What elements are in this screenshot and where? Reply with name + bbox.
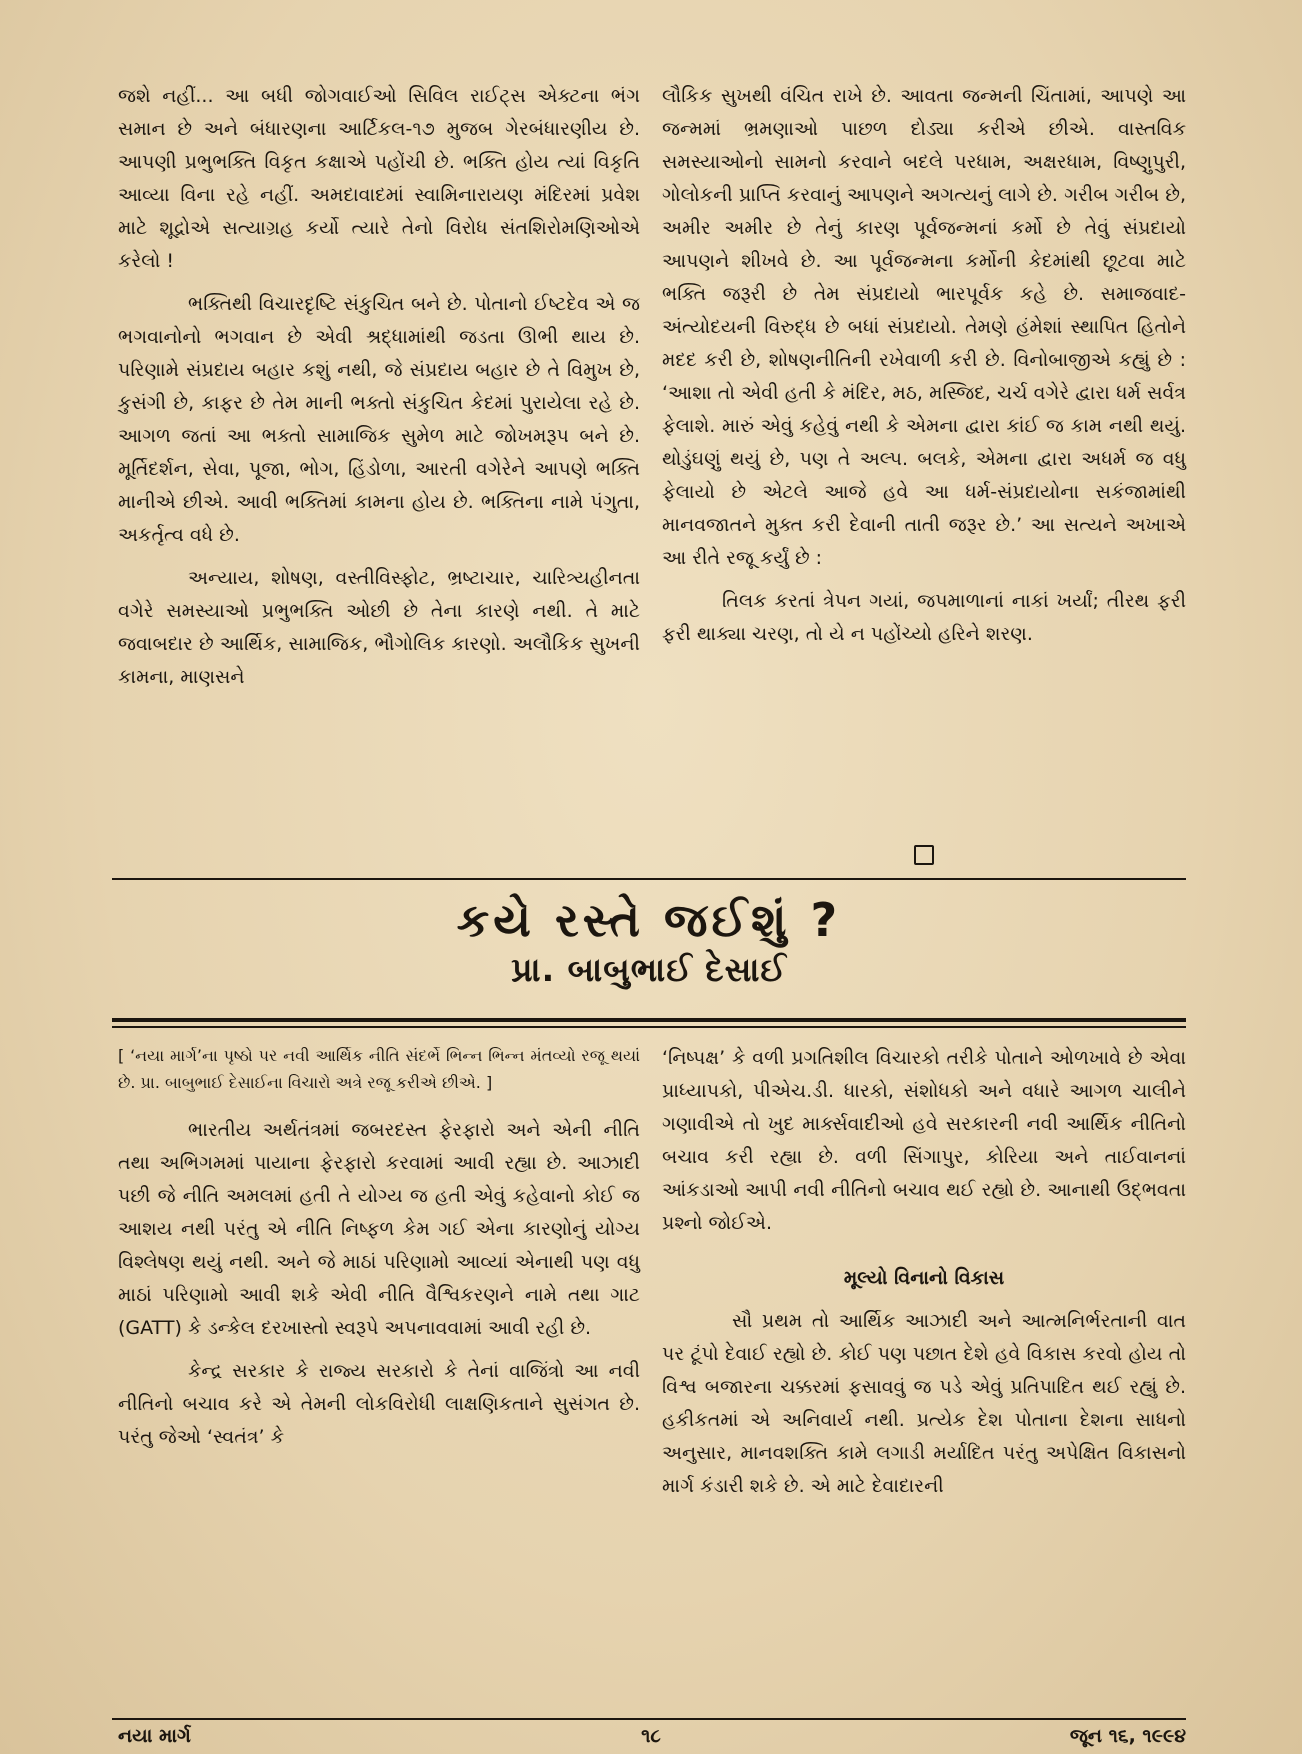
divider	[112, 1018, 1186, 1022]
paragraph: ‘નિષ્પક્ષ’ કે વળી પ્રગતિશીલ વિચારકો તરીકે પોતાને ઓળખાવે છે એવા પ્રાધ્યાપકો, પીએચ.ડી. ધારકો, સંશોધકો અને વધારે આગળ ચાલીને ગણાવીએ તો ખુદ માર્ક્સવાદીઓ હવે સરકારની નવી આર્થિક નીતિનો બચાવ કરી રહ્યા છે. વળી સિંગાપુર, કોરિયા અને તાઈવાનનાં આંકડાઓ આપી નવી નીતિનો બચાવ થઈ રહ્યો છે. આનાથી ઉદ્‌ભવતા પ્રશ્નો જોઈએ.	[662, 1047, 1186, 1234]
poem-quote: તિલક કરતાં ત્રેપન ગયાં, જપમાળાનાં નાકાં ખર્યાં; તીરથ ફરી ફરી થાક્યા ચરણ, તો યે ન પહોંચ્યો હરિને શરણ.	[662, 590, 1186, 645]
section-heading: મૂલ્યો વિનાનો વિકાસ	[843, 1267, 1005, 1289]
article-title: કયે રસ્તે જઈશું ?	[456, 893, 842, 947]
article-end-icon	[914, 845, 934, 865]
divider	[112, 1026, 1186, 1028]
paragraph: ભારતીય અર્થતંત્રમાં જબરદસ્ત ફેરફારો અને એની નીતિ તથા અભિગમમાં પાયાના ફેરફારો કરવામાં આવી રહ્યા છે. આઝાદી પછી જે નીતિ અમલમાં હતી તે યોગ્ય જ હતી એવું કહેવાનો કોઈ જ આશય નથી પરંતુ એ નીતિ નિષ્ફળ કેમ ગઈ એના કારણોનું યોગ્ય વિશ્લેષણ થયું નથી. અને જે માઠાં પરિણામો આવ્યાં એનાથી પણ વધુ માઠાં પરિણામો આવી શકે એવી નીતિ વૈશ્વિકરણને નામે તથા ગાટ (GATT) કે ડન્કેલ દરખાસ્તો સ્વરૂપે અપનાવવામાં આવી રહી છે.	[118, 1119, 640, 1339]
paragraph: કેન્દ્ર સરકાર કે રાજ્ય સરકારો કે તેનાં વાજિંત્રો આ નવી નીતિનો બચાવ કરે એ તેમની લોકવિરોધી લાક્ષણિકતાને સુસંગત છે. પરંતુ જેઓ ‘સ્વતંત્ર’ કે	[118, 1360, 640, 1448]
paragraph: લૌકિક સુખથી વંચિત રાખે છે. આવતા જન્મની ચિંતામાં, આપણે આ જન્મમાં ભ્રમણાઓ પાછળ દોડ્યા કરીએ છીએ. વાસ્તવિક સમસ્યાઓનો સામનો કરવાને બદલે પરધામ, અક્ષરધામ, વિષ્ણુપુરી, ગોલોકની પ્રાપ્તિ કરવાનું આપણને અગત્યનું લાગે છે. ગરીબ ગરીબ છે, અમીર અમીર છે તેનું કારણ પૂર્વજન્મનાં કર્મો છે તેવું સંપ્રદાયો આપણને શીખવે છે. આ પૂર્વજન્મના કર્મોની કેદમાંથી છૂટવા માટે ભક્તિ જરૂરી છે તેમ સંપ્રદાયો ભારપૂર્વક કહે છે. સમાજવાદ-અંત્યોદયની વિરુદ્ધ છે બધાં સંપ્રદાયો. તેમણે હંમેશાં સ્થાપિત હિતોને મદદ કરી છે, શોષણનીતિની રખેવાળી કરી છે. વિનોબાજીએ કહ્યું છે : ‘આશા તો એવી હતી કે મંદિર, મઠ, મસ્જિદ, ચર્ચ વગેરે દ્વારા ધર્મ સર્વત્ર ફેલાશે. મારું એવું કહેવું નથી કે એમના દ્વારા કાંઈ જ કામ નથી થયું. થોડુંઘણું થયું છે, પણ તે અલ્પ. બલકે, એમના દ્વારા અધર્મ જ વધુ ફેલાયો છે એટલે આજે હવે આ ધર્મ-સંપ્રદાયોના સકંજામાંથી માનવજાતને મુક્ત કરી દેવાની તાતી જરૂર છે.’ આ સત્યને અખાએ આ રીતે રજૂ કર્યું છે :	[662, 85, 1186, 569]
magazine-name: નયા માર્ગ	[118, 1725, 191, 1747]
previous-article-left-column	[118, 80, 640, 694]
paragraph: ભક્તિથી વિચારદૃષ્ટિ સંકુચિત બને છે. પોતાનો ઈષ્ટદેવ એ જ ભગવાનોનો ભગવાન છે એવી શ્રદ્ધામાંથી જડતા ઊભી થાય છે. પરિણામે સંપ્રદાય બહાર કશું નથી, જે સંપ્રદાય બહાર છે તે વિમુખ છે, કુસંગી છે, કાફર છે તેમ માની ભક્તો સંકુચિત કેદમાં પુરાયેલા રહે છે. આગળ જતાં આ ભક્તો સામાજિક સુમેળ માટે જોખમરૂપ બને છે. મૂર્તિદર્શન, સેવા, પૂજા, ભોગ, હિંડોળા, આરતી વગેરેને આપણે ભક્તિ માનીએ છીએ. આવી ભક્તિમાં કામના હોય છે. ભક્તિના નામે પંગુતા, અકર્તૃત્વ વધે છે.	[118, 293, 640, 546]
page-number: ૧૮	[641, 1725, 661, 1747]
issue-date: જૂન ૧૬, ૧૯૯૪	[1069, 1725, 1186, 1747]
paragraph: જશે નહીં... આ બધી જોગવાઈઓ સિવિલ રાઈટ્સ એક્ટના ભંગ સમાન છે અને બંધારણના આર્ટિકલ-૧૭ મુજબ ગેરબંધારણીય છે. આપણી પ્રભુભક્તિ વિકૃત કક્ષાએ પહોંચી છે. ભક્તિ હોય ત્યાં વિકૃતિ આવ્યા વિના રહે નહીં. અમદાવાદમાં સ્વામિનારાયણ મંદિરમાં પ્રવેશ માટે શૂદ્રોએ સત્યાગ્રહ કર્યો ત્યારે તેનો વિરોધ સંતશિરોમણિઓએ કરેલો !	[118, 85, 640, 272]
paragraph: અન્યાય, શોષણ, વસ્તીવિસ્ફોટ, ભ્રષ્ટાચાર, ચારિત્ર્યહીનતા વગેરે સમસ્યાઓ પ્રભુભક્તિ ઓછી છે તેના કારણે નથી. તે માટે જવાબદાર છે આર્થિક, સામાજિક, ભૌગોલિક કારણો. અલૌકિક સુખની કામના, માણસને	[118, 567, 640, 688]
article-left-column	[118, 1042, 640, 1454]
article-author: પ્રા. બાબુભાઈ દેસાઈ	[511, 950, 787, 989]
divider	[112, 878, 1186, 880]
editor-note: [ ‘નયા માર્ગ’ના પૃષ્ઠો પર નવી આર્થિક નીતિ સંદર્ભે ભિન્ન ભિન્ન મંતવ્યો રજૂ થયાં છે. પ્રા. બાબુભાઈ દેસાઈના વિચારો અત્રે રજૂ કરીએ છીએ. ]	[118, 1046, 640, 1092]
previous-article-right-column	[662, 80, 1186, 651]
footer-divider	[112, 1718, 1186, 1720]
article-right-column	[662, 1042, 1186, 1503]
paragraph: સૌ પ્રથમ તો આર્થિક આઝાદી અને આત્મનિર્ભરતાની વાત પર ટૂંપો દેવાઈ રહ્યો છે. કોઈ પણ પછાત દેશે હવે વિકાસ કરવો હોય તો વિશ્વ બજારના ચક્કરમાં ફસાવવું જ પડે એવું પ્રતિપાદિત થઈ રહ્યું છે. હકીકતમાં એ અનિવાર્ય નથી. પ્રત્યેક દેશ પોતાના દેશના સાધનો અનુસાર, માનવશક્તિ કામે લગાડી મર્યાદિત પરંતુ અપેક્ષિત વિકાસનો માર્ગ કંડારી શકે છે. એ માટે દેવાદારની	[662, 1310, 1186, 1497]
